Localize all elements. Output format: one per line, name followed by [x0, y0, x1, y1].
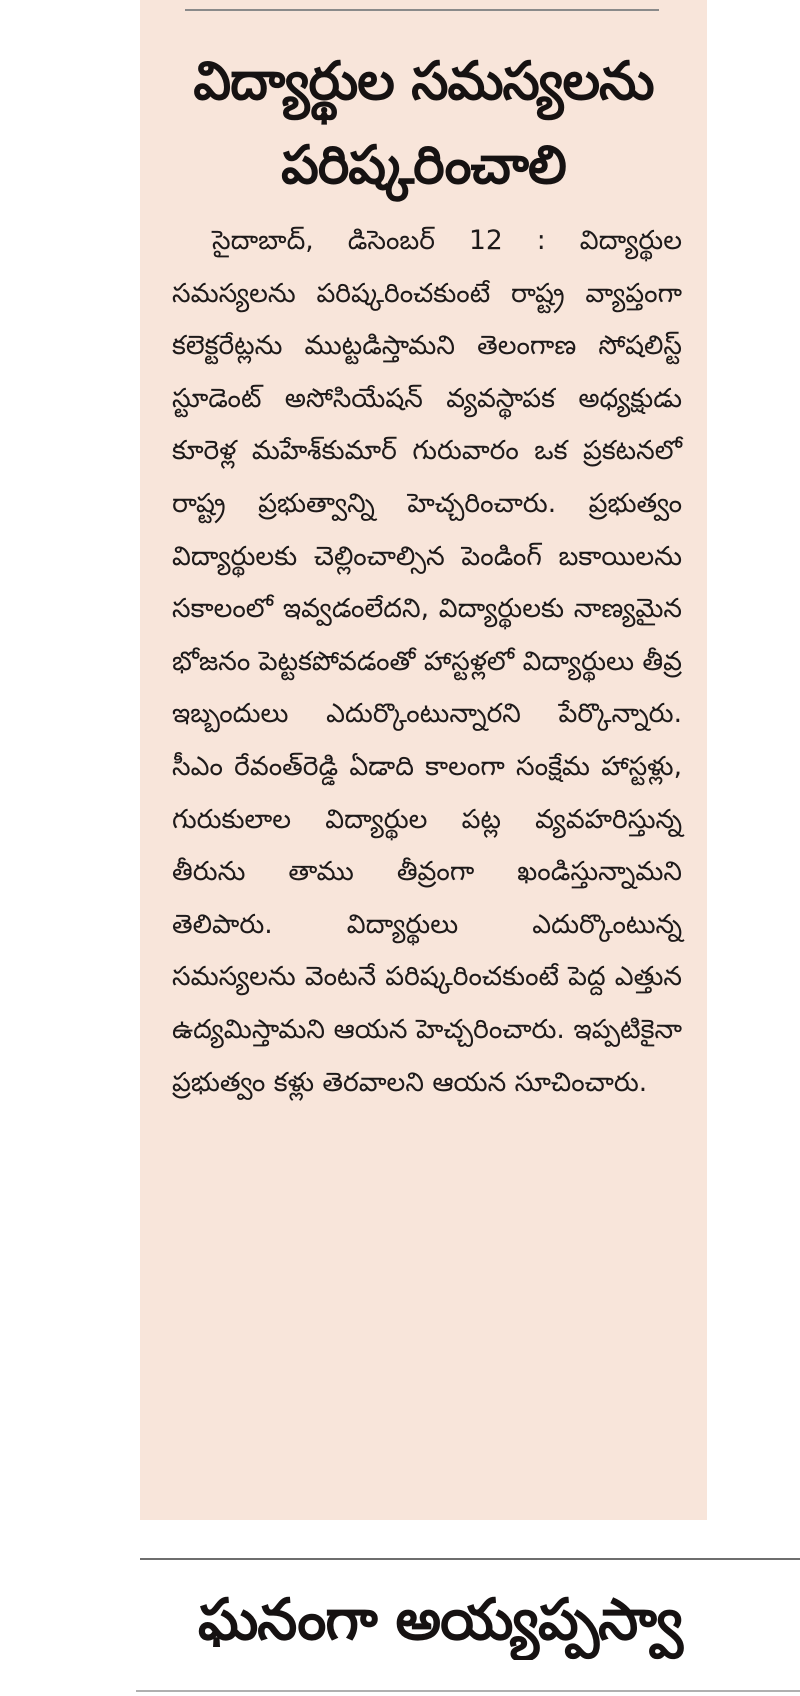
section-divider [140, 1558, 800, 1560]
top-divider [185, 9, 659, 11]
article-body: సైదాబాద్, డిసెంబర్ 12 : విద్యార్థుల సమస్యలను పరిష్కరించకుంటే రాష్ట్ర వ్యాప్తంగా కలెక్టరేట్లను ముట్టడిస్తామని తెలంగాణ సోషలిస్ట్ స్టూడెంట్ అసోసియేషన్ వ్యవస్థాపక అధ్యక్షుడు కూరెళ్ల మహేశ్‌కుమార్ గురువారం ఒక ప్రకటనలో రాష్ట్ర ప్రభుత్వాన్ని హెచ్చరించారు. ప్రభుత్వం విద్యార్థులకు చెల్లించాల్సిన పెండింగ్ బకాయిలను సకాలంలో ఇవ్వడంలేదని, విద్యార్థులకు నాణ్యమైన భోజనం పెట్టకపోవడంతో హాస్టళ్లలో విద్యార్థులు తీవ్ర ఇబ్బందులు ఎదుర్కొంటున్నారని పేర్కొన్నారు. సీఎం రేవంత్‌రెడ్డి ఏడాది కాలంగా సంక్షేమ హాస్టళ్లు, గురుకులాల విద్యార్థుల పట్ల వ్యవహరిస్తున్న తీరును తాము తీవ్రంగా ఖండిస్తున్నామని తెలిపారు. విద్యార్థులు ఎదుర్కొంటున్న సమస్యలను వెంటనే పరిష్కరించకుంటే పెద్ద ఎత్తున ఉద్యమిస్తామని ఆయన హెచ్చరించారు. ఇప్పటికైనా ప్రభుత్వం కళ్లు తెరవాలని ఆయన సూచించారు. [172, 225, 682, 1098]
next-article-headline: ఘనంగా అయ్యప్పస్వా [198, 1587, 682, 1653]
bottom-edge-divider [136, 1690, 800, 1692]
article-headline: విద్యార్థుల సమస్యలను పరిష్కరించాలి [193, 51, 654, 196]
